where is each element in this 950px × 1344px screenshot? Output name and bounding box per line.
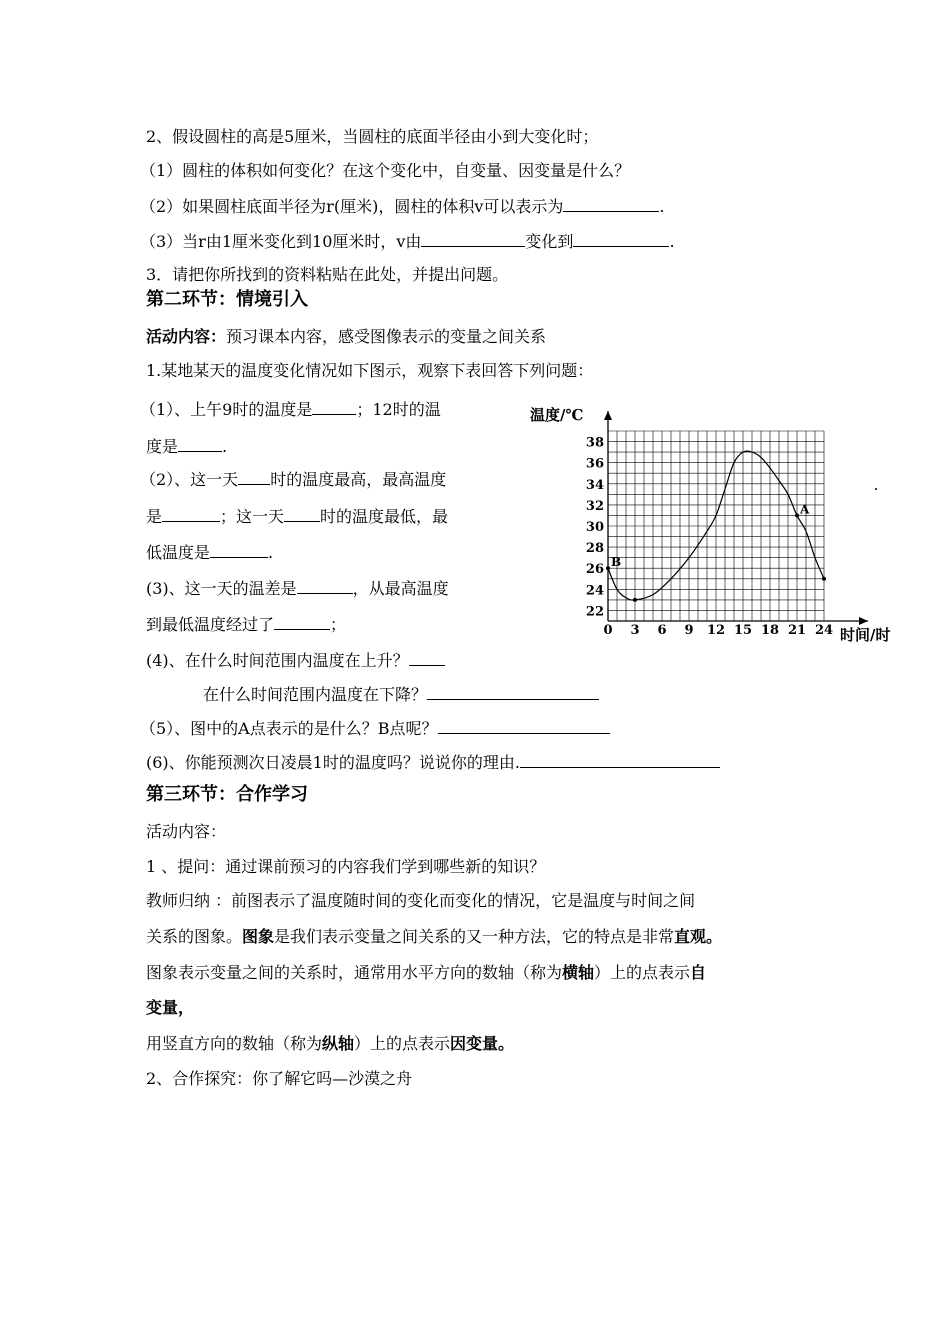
answer-blank[interactable]: [409, 649, 445, 666]
y-axis-arrow-icon: [604, 411, 612, 420]
answer-blank[interactable]: [274, 613, 330, 630]
summary-text: ）上的点表示: [354, 1034, 451, 1053]
teacher-summary-3: [146, 962, 706, 984]
temp-q2-text: （2）、这一天: [140, 470, 239, 489]
answer-blank[interactable]: [438, 717, 610, 734]
activity-label: 活动内容：: [146, 327, 227, 346]
data-point: [606, 566, 610, 570]
x-tick-label: 24: [814, 623, 834, 638]
y-tick-label: 22: [585, 604, 604, 620]
y-tick-label: 26: [585, 562, 604, 578]
temp-q1-end: .: [222, 437, 228, 456]
data-point: [795, 513, 799, 517]
answer-blank[interactable]: [427, 683, 599, 700]
y-tick-label: 24: [585, 583, 604, 599]
section2-title: 第二环节：情境引入: [146, 289, 308, 310]
y-tick-label: 34: [585, 477, 604, 493]
summary-bold: 图象: [242, 927, 275, 946]
teacher-summary-4: 变量，: [146, 998, 195, 1017]
answer-blank[interactable]: [520, 751, 720, 768]
summary-bold: 直观。: [674, 927, 723, 946]
temp-q2-end: .: [268, 543, 274, 562]
section3-q2: 2、合作探究：你了解它吗—沙漠之舟: [146, 1069, 413, 1088]
point-label: B: [611, 555, 622, 570]
q2-part3-mid: 变化到: [525, 232, 574, 251]
point-label: A: [800, 502, 810, 517]
temp-q2-text6: 低温度是: [146, 543, 211, 562]
x-tick-label: 12: [706, 623, 726, 638]
y-tick-label: 32: [585, 498, 604, 514]
temp-q6-text: (6)、你能预测次日凌晨1时的温度吗？说说你的理由.: [146, 753, 520, 772]
x-tick-label: 9: [684, 623, 694, 638]
q2-part3-end: .: [669, 232, 675, 251]
temp-q2-cont: [146, 505, 448, 528]
temp-q2-text4: ；这一天: [220, 507, 285, 526]
temp-q1-cont: [146, 435, 227, 458]
q2-part3-text: （3）当r由1厘米变化到10厘米时，v由: [140, 232, 422, 251]
y-tick-label: 28: [585, 541, 604, 557]
temp-q2-cont2: [146, 541, 273, 564]
q2-part2: [140, 195, 664, 218]
summary-text: 关系的图象。: [146, 927, 243, 946]
q2-part1: （1）圆柱的体积如何变化？在这个变化中，自变量、因变量是什么？: [140, 161, 631, 180]
data-point: [822, 577, 826, 581]
x-tick-label: 15: [733, 623, 753, 638]
y-tick-label: 36: [585, 456, 604, 472]
chart-axes: [604, 411, 868, 625]
chart-grid: [608, 431, 824, 621]
answer-blank[interactable]: [563, 195, 659, 212]
answer-blank[interactable]: [312, 398, 356, 415]
summary-text: ）上的点表示: [594, 963, 691, 982]
temp-q3-text2: ，从最高温度: [352, 579, 449, 598]
summary-text: 是我们表示变量之间关系的又一种方法，它的特点是非常: [274, 927, 675, 946]
q2-part2-text: （2）如果圆柱底面半径为r(厘米)，圆柱的体积v可以表示为: [140, 197, 564, 216]
x-tick-label: 21: [787, 623, 807, 638]
summary-bold: 横轴: [562, 963, 595, 982]
y-tick-label: 30: [585, 520, 604, 535]
temp-q1-text: （1）、上午9时的温度是: [140, 400, 313, 419]
answer-blank[interactable]: [210, 541, 268, 558]
summary-bold: 自: [690, 963, 707, 982]
section3-title: 第三环节：合作学习: [146, 784, 308, 805]
activity-text: 预习课本内容，感受图像表示的变量之间关系: [226, 327, 547, 346]
data-point: [633, 598, 637, 602]
answer-blank[interactable]: [573, 230, 669, 247]
summary-text: 图象表示变量之间的关系时，通常用水平方向的数轴（称为: [146, 963, 563, 982]
temp-q1-text2: ；12时的温: [356, 400, 441, 419]
temp-q3-text3: 到最低温度经过了: [146, 615, 275, 634]
teacher-summary-5: [146, 1033, 514, 1055]
answer-blank[interactable]: [284, 505, 320, 522]
section2-intro: 1.某地某天的温度变化情况如下图示，观察下表回答下列问题：: [146, 361, 594, 380]
x-tick-label: 18: [760, 623, 780, 638]
x-axis-label: 时间/时: [840, 626, 891, 644]
temp-q2-text5: 时的温度最低，最: [320, 507, 449, 526]
temp-q3-cont: [146, 613, 346, 636]
x-axis-arrow-icon: [859, 617, 868, 625]
section3-q1: 1 、提问：通过课前预习的内容我们学到哪些新的知识？: [146, 857, 546, 876]
temp-q3-end: ；: [330, 615, 347, 634]
temp-q3: [146, 577, 449, 600]
temp-q5-text: （5）、图中的A点表示的是什么？B点呢？: [140, 719, 438, 738]
temp-q4-text2: 在什么时间范围内温度在下降？: [203, 685, 428, 704]
temp-q4-text: (4)、在什么时间范围内温度在上升？: [146, 651, 409, 670]
summary-bold: 纵轴: [322, 1034, 355, 1053]
answer-blank[interactable]: [178, 435, 222, 452]
temp-q3-text: (3)、这一天的温差是: [146, 579, 297, 598]
x-tick-label: 3: [630, 623, 640, 638]
q2-part2-end: .: [659, 197, 665, 216]
answer-blank[interactable]: [162, 505, 220, 522]
summary-bold: 因变量。: [450, 1034, 515, 1053]
temp-q1-text3: 度是: [146, 437, 179, 456]
section2-activity: [146, 326, 546, 348]
temp-q4-cont: [203, 683, 599, 706]
teacher-summary-2: [146, 926, 722, 948]
q2-intro: 2、假设圆柱的高是5厘米，当圆柱的底面半径由小到大变化时；: [146, 127, 599, 146]
teacher-summary-1: 教师归纳 ：前图表示了温度随时间的变化而变化的情况，它是温度与时间之间: [146, 891, 696, 910]
stray-dot: [875, 488, 877, 490]
answer-blank[interactable]: [421, 230, 525, 247]
x-tick-label: 0: [603, 623, 613, 638]
temp-q2: [140, 468, 446, 491]
temp-q1: [140, 398, 441, 421]
answer-blank[interactable]: [238, 468, 270, 485]
q3-text: 3．请把你所找到的资料粘贴在此处，并提出问题。: [146, 265, 509, 284]
x-tick-label: 6: [657, 623, 667, 638]
temperature-chart: [528, 398, 918, 658]
temp-q4: [146, 649, 445, 672]
temp-q2-text2: 时的温度最高，最高温度: [270, 470, 447, 489]
summary-text: 用竖直方向的数轴（称为: [146, 1034, 323, 1053]
section3-activity: 活动内容：: [146, 822, 227, 841]
temp-q6: [146, 751, 720, 774]
answer-blank[interactable]: [297, 577, 353, 594]
temp-q5: [140, 717, 610, 740]
y-axis-label: 温度/℃: [530, 406, 584, 424]
y-tick-label: 38: [585, 435, 604, 451]
q2-part3: [140, 230, 675, 253]
temp-q2-text3: 是: [146, 507, 163, 526]
